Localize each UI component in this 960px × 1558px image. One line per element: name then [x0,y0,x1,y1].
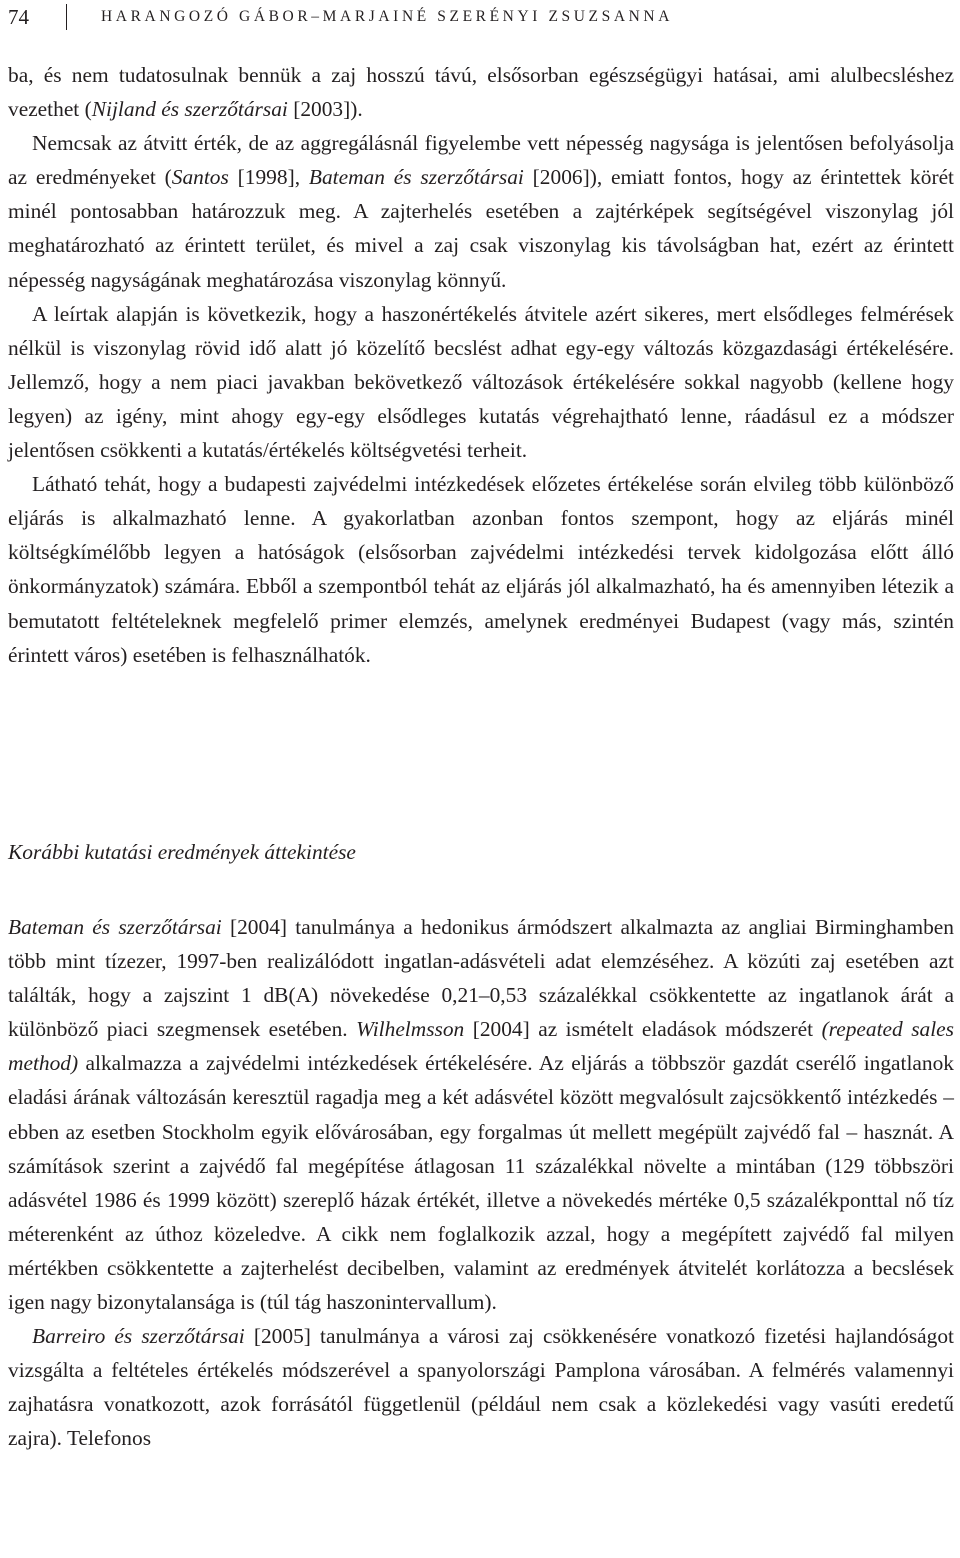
page-header [8,2,952,32]
paragraph: Barreiro és szerzőtársai [2005] tanulmánya a városi zaj csökkenésére vonatkozó fizetési hajlandóságot vizsgálta a feltételes értékelés módszerével a spanyolországi Pamplona városában. A felmérés valamennyi zajhatásra vonatkozott, azok forrásától függetlenül (például nem csak a közlekedési vagy vasúti eredetű zajra). Telefonos [8,1324,954,1451]
header-divider [66,4,67,30]
body-text-section-1 [8,58,954,672]
paragraph: Látható tehát, hogy a budapesti zajvédelmi intézkedések előzetes értékelése során elvileg több különböző eljárás is alkalmazható lenne. A gyakorlatban azonban fontos szempont, hogy az eljárás minél költségkímélőbb legyen a hatóságok (elsősorban zajvédelmi intézkedési tervek kidolgozása előtt álló önkormányzatok) számára. Ebből a szempontból tehát az eljárás jól alkalmazható, ha és amennyiben létezik a bemutatott feltételeknek megfelelő primer elemzés, amelynek eredményei Budapest (vagy más, szintén érintett város) esetében is felhasználhatók. [8,472,954,667]
paragraph: ba, és nem tudatosulnak bennük a zaj hosszú távú, elsősorban egészségügyi hatásai, ami alulbecsléshez vezethet (Nijland és szerzőtársai [2003]). [8,63,954,122]
running-head: HARANGOZÓ GÁBOR–MARJAINÉ SZERÉNYI ZSUZSANNA [101,8,674,25]
page-number: 74 [8,4,29,29]
italic-text: (repeated sales method) [8,1017,954,1076]
italic-text: Bateman és szerzőtársai [8,915,222,939]
italic-text: Barreiro és szerzőtársai [32,1324,245,1349]
paragraph: Bateman és szerzőtársai [2004] tanulmánya a hedonikus ármódszert alkalmazta az angliai Birminghamben több mint tízezer, 1997-ben realizálódott ingatlan-adásvételi adat elemzéséhez. A közúti zaj esetében azt találták, hogy a zajszint 1 dB(A) növekedése 0,21–0,53 százalékkal csökkentette az ingatlanok árát a különböző piaci szegmensek esetében. Wilhelmsson [2004] az ismételt eladások módszerét (repeated sales method) alkalmazza a zajvédelmi intézkedések értékelésére. Az eljárás a többször gazdát cserélő ingatlanok eladási árának változásán keresztül ragadja meg a két adásvétel között megvalósult zajcsökkentő intézkedés – ebben az esetben Stockholm egyik elővárosában, egy forgalmas út mellett megépült zajvédő fal – hasznát. A számítások szerint a zajvédő fal megépítése átlagosan 11 százalékkal növelte a mintában (129 többszöri adásvétel 1986 és 1999 között) szereplő házak értékét, illetve a növekedés mértéke 0,5 százalékponttal nő tíz méterenként az úthoz közeledve. A cikk nem foglalkozik azzal, hogy a megépített zajvédő fal milyen mértékben csökkentette a zajterhelést decibelben, valamint az eredmények átvitelét korlátozza a becslések igen nagy bizonytalansága is (túl tág haszonintervallum). [8,915,954,1315]
paragraph: A leírtak alapján is következik, hogy a haszonértékelés átvitele azért sikeres, mert elsődleges felmérések nélkül is viszonylag rövid idő alatt jó közelítő becslést adhat egy-egy változás közgazdasági értékelésére. Jellemző, hogy a nem piaci javakban bekövetkező változások értékelésére sokkal nagyobb (kellene hogy legyen) az igény, mint ahogy egy-egy elsődleges kutatás végrehajtható lenne, ráadásul ez a módszer jelentősen csökkenti a kutatás/értékelés költségvetési terheit. [8,301,954,463]
section-heading: Korábbi kutatási eredmények áttekintése [8,840,356,864]
paragraph: Nemcsak az átvitt érték, de az aggregálásnál figyelembe vett népesség nagysága is jelentősen befolyásolja az eredményeket (Santos [1998], Bateman és szerzőtársai [2006]), emiatt fontos, hogy az érintettek körét minél pontosabban határozzuk meg. A zajterhelés esetében a zajtérképek segítségével viszonylag jól meghatározható az érintett terület, és mivel a zaj csak viszonylag kis távolságban hat, ezért az érintett népesség nagyságának meghatározása viszonylag könnyű. [8,131,955,292]
body-text-section-2 [8,910,954,1456]
italic-text: Bateman és szerzőtársai [308,165,524,190]
italic-text: Nijland és szerzőtársai [91,97,288,122]
italic-text: Wilhelmsson [356,1017,465,1042]
italic-text: Santos [171,165,229,190]
